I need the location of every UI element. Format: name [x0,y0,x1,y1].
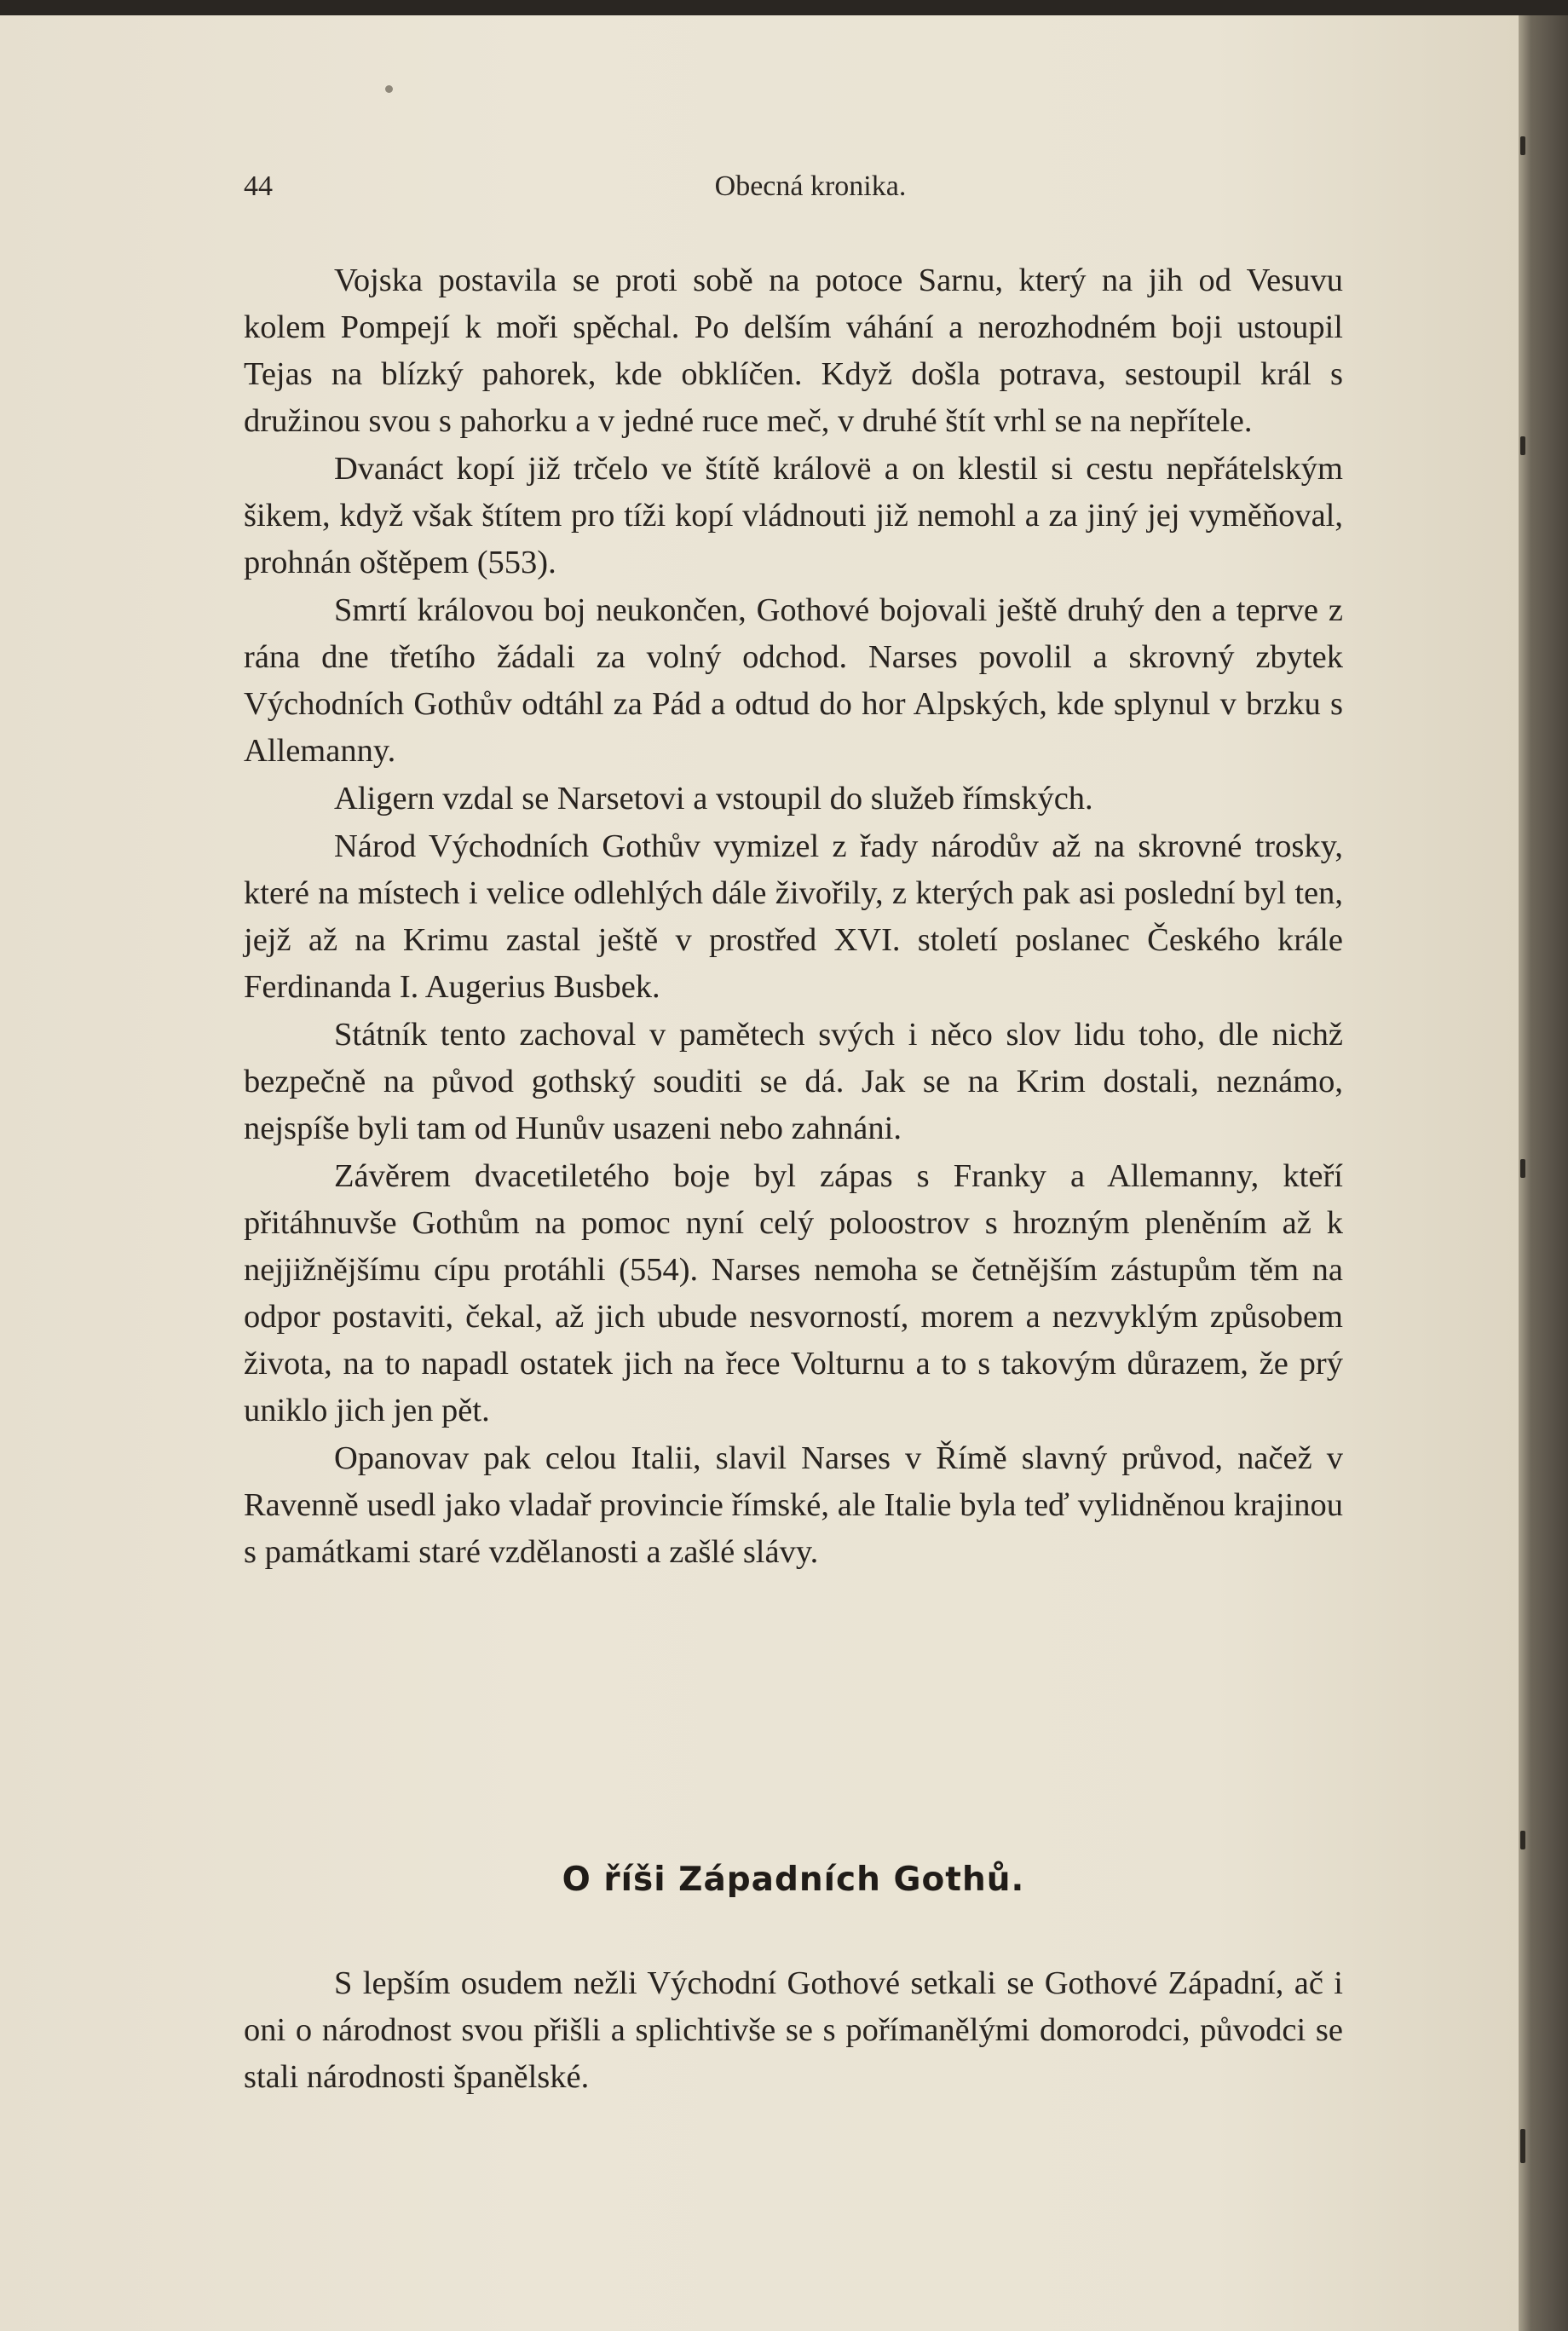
section-text [244,1960,1343,2101]
ink-speck [385,85,393,93]
main-text [244,257,1343,1577]
paragraph: Vojska postavila se proti sobě na potoce Sarnu, který na jih od Vesuvu kolem Pompejí k moři spěchal. Po delším váhání a nerozhodném boji ustoupil Tejas na blízký pahorek, kde obklíčen. Když došla potrava, sestoupil král s družinou svou s pahorku a v jedné ruce meč, v druhé štít vrhl se na nepřítele. [244,263,1343,439]
paragraph: Dvanáct kopí již trčelo ve štítě královë a on klestil si cestu nepřátelským šikem, když však štítem pro tíži kopí vládnouti již nemohl a za jiný jej vyměňoval, prohnán oštěpem (553). [244,451,1343,580]
edge-mark [1520,1159,1525,1178]
page-number: 44 [244,170,273,202]
paragraph: Aligern vzdal se Narsetovi a vstoupil do služeb římských. [334,781,1093,816]
paragraph: Smrtí královou boj neukončen, Gothové bojovali ještě druhý den a teprve z rána dne třetího žádali za volný odchod. Narses povolil a skrovný zbytek Východních Gothův odtáhl za Pád a odtud do hor Alpských, kde splynul v brzku s Allemanny. [244,592,1343,769]
edge-mark [1520,136,1525,155]
page-edge-shadow [1519,15,1568,2331]
running-head [244,170,1369,208]
paragraph: Opanovav pak celou Italii, slavil Narses v Římě slavný průvod, načež v Ravenně usedl jako vladař provincie římské, ale Italie byla teď vylidněnou krajinou s památkami staré vzdělanosti a zašlé slávy. [244,1440,1343,1570]
paragraph: S lepším osudem nežli Východní Gothové setkali se Gothové Západní, ač i oni o národnost svou přišli a splichtivše se s pořímanělými domorodci, původci se stali národnosti španělské. [244,1965,1343,2095]
section-heading: O říši Západních Gothů. [562,1861,1025,1899]
running-title: Obecná kronika. [714,170,907,202]
paragraph: Národ Východních Gothův vymizel z řady národův až na skrovné trosky, které na místech i velice odlehlých dále živořily, z kterých pak asi poslední byl ten, jejž až na Krimu zastal ještě v prostřed XVI. století poslanec Českého krále Ferdinanda I. Augerius Busbek. [244,828,1343,1005]
paragraph: Závěrem dvacetiletého boje byl zápas s Franky a Allemanny, kteří přitáhnuvše Gothům na pomoc nyní celý poloostrov s hrozným pleněním až k nejjižnějšímu cípu protáhli (554). Narses nemoha se četnějším zástupům těm na odpor postaviti, čekal, až jich ubude nesvorností, morem a nezvyklým způsobem života, na to napadl ostatek jich na řece Volturnu a to s takovým důrazem, že prý uniklo jich jen pět. [244,1158,1343,1428]
edge-mark [1520,2129,1525,2163]
paragraph: Státník tento zachoval v pamětech svých i něco slov lidu toho, dle nichž bezpečně na původ gothský souditi se dá. Jak se na Krim dostali, neznámo, nejspíše byli tam od Hunův usazeni nebo zahnáni. [244,1017,1343,1146]
edge-mark [1520,1831,1525,1849]
edge-mark [1520,436,1525,455]
